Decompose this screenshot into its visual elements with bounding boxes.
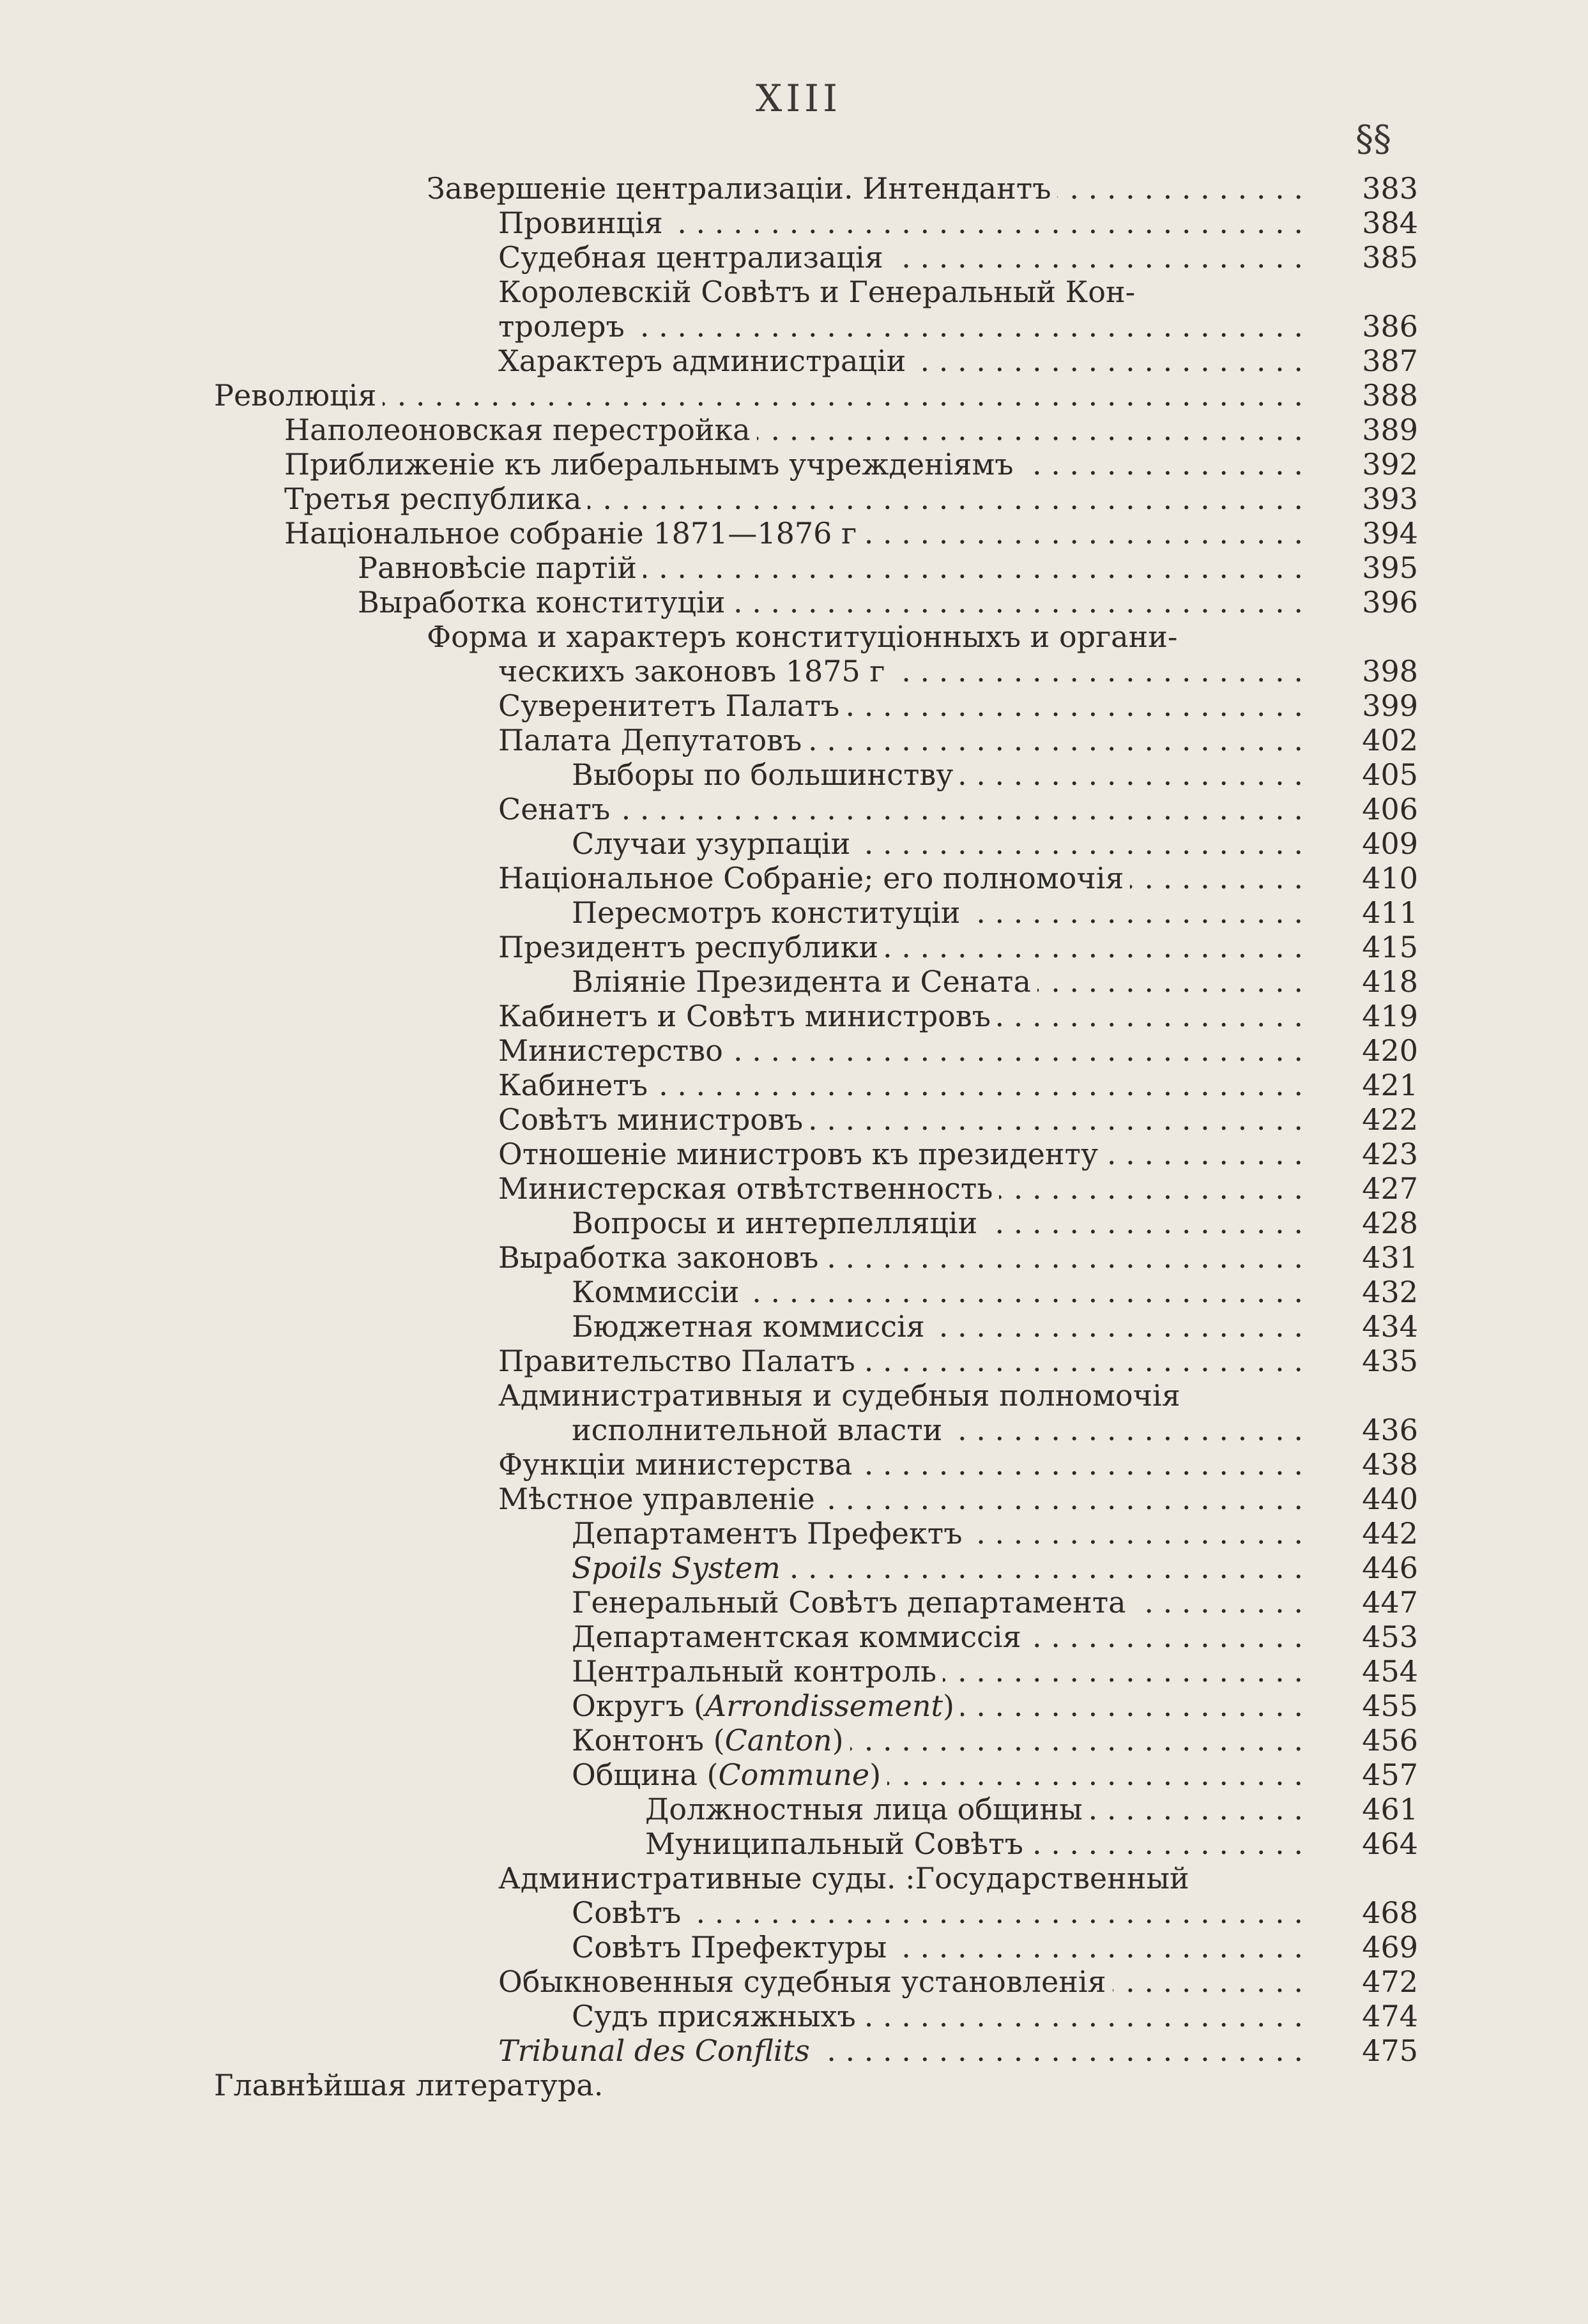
toc-row	[0, 1654, 1588, 1689]
toc-entry-title: Обыкновенныя судебныя установленія	[498, 1964, 1113, 1999]
toc-page-number: 453	[1362, 1620, 1418, 1654]
toc-row	[0, 2033, 1588, 2068]
toc-row	[0, 826, 1588, 861]
toc-row	[0, 930, 1588, 964]
toc-page-number: 385	[1362, 240, 1418, 275]
page-number: XIII	[755, 77, 842, 120]
toc-row	[0, 516, 1588, 551]
toc-page-number: 396	[1362, 585, 1418, 619]
toc-row	[0, 2068, 1588, 2102]
toc-entry-title: Національное Собраніе; его полномочія	[498, 861, 1130, 895]
toc-row	[0, 1482, 1588, 1516]
toc-row	[0, 1344, 1588, 1378]
toc-row	[0, 309, 1588, 344]
toc-entry-title: Кабинетъ и Совѣтъ министровъ	[498, 999, 997, 1033]
toc-row	[0, 723, 1588, 757]
toc-entry-title: Завершеніе централизаціи. Интендантъ	[427, 171, 1057, 206]
toc-page-number: 418	[1362, 964, 1418, 999]
toc-row	[0, 447, 1588, 482]
toc-entry-title: Третья республика	[284, 482, 588, 516]
toc-row	[0, 1827, 1588, 1861]
toc-row	[0, 378, 1588, 413]
toc-entry-title: Палата Депутатовъ	[498, 723, 808, 757]
toc-row	[0, 1551, 1588, 1585]
toc-row	[0, 1275, 1588, 1309]
toc-page-number: 405	[1362, 757, 1418, 792]
toc-entry-title: Должностныя лица общины	[645, 1792, 1089, 1827]
toc-row	[0, 895, 1588, 930]
toc-entry-title: Община (Commune)	[572, 1758, 887, 1792]
toc-row	[0, 1102, 1588, 1137]
toc-entry-title: Наполеоновская перестройка	[284, 413, 757, 447]
toc-row	[0, 1206, 1588, 1240]
toc-row	[0, 344, 1588, 378]
toc-entry-title: тролеръ	[498, 309, 631, 344]
toc-entry-title: Министерство	[498, 1033, 729, 1068]
toc-entry-title: Контонъ (Canton)	[572, 1723, 850, 1758]
toc-entry-title: Пересмотръ конституціи	[572, 895, 966, 930]
toc-page-number: 469	[1362, 1930, 1418, 1964]
toc-entry-title: Кабинетъ	[498, 1068, 654, 1102]
toc-row	[0, 1033, 1588, 1068]
toc-page-number: 395	[1362, 551, 1418, 585]
toc-entry-title: Приближеніе къ либеральнымъ учрежденіямъ	[284, 447, 1020, 482]
toc-page-number: 402	[1362, 723, 1418, 757]
toc-page-number: 472	[1362, 1964, 1418, 1999]
toc-page-number: 388	[1362, 378, 1418, 413]
toc-row	[0, 1378, 1588, 1413]
toc-entry-title: Форма и характеръ конституціонныхъ и органи-	[427, 619, 1184, 654]
toc-entry-title: Судебная централизація	[498, 240, 890, 275]
toc-page-number: 468	[1362, 1895, 1418, 1930]
toc-entry-title: Революція	[214, 378, 383, 413]
toc-page-number: 447	[1362, 1585, 1418, 1620]
toc-page-number: 383	[1362, 171, 1418, 206]
toc-entry-title: Судъ присяжныхъ	[572, 1999, 862, 2033]
toc-entry-title: Коммиссіи	[572, 1275, 745, 1309]
toc-page-number: 384	[1362, 206, 1418, 240]
toc-page-number: 446	[1362, 1551, 1418, 1585]
toc-row	[0, 171, 1588, 206]
toc-page-number: 419	[1362, 999, 1418, 1033]
toc-row	[0, 861, 1588, 895]
toc-page-number: 436	[1362, 1413, 1418, 1447]
toc-page-number: 427	[1362, 1171, 1418, 1206]
toc-page-number: 454	[1362, 1654, 1418, 1689]
toc-row	[0, 1068, 1588, 1102]
toc-row	[0, 551, 1588, 585]
toc-row	[0, 1137, 1588, 1171]
toc-entry-title: исполнительной власти	[572, 1413, 949, 1447]
toc-page-number: 455	[1362, 1689, 1418, 1723]
toc-row	[0, 619, 1588, 654]
toc-row	[0, 413, 1588, 447]
toc-page-number: 398	[1362, 654, 1418, 688]
toc-row	[0, 1723, 1588, 1758]
toc-row	[0, 1689, 1588, 1723]
toc-page-number: 406	[1362, 792, 1418, 826]
toc-entry-title: Національное собраніе 1871—1876 г	[284, 516, 863, 551]
toc-row	[0, 999, 1588, 1033]
toc-page-number: 474	[1362, 1999, 1418, 2033]
toc-entry-title: Выработка конституціи	[358, 585, 731, 619]
toc-row	[0, 1585, 1588, 1620]
toc-row	[0, 654, 1588, 688]
toc-entry-title: Вліяніе Президента и Сената	[572, 964, 1037, 999]
toc-page-number: 415	[1362, 930, 1418, 964]
toc-row	[0, 482, 1588, 516]
toc-row	[0, 792, 1588, 826]
toc-entry-title: Президентъ республики	[498, 930, 885, 964]
toc-row	[0, 1240, 1588, 1275]
toc-page-number: 410	[1362, 861, 1418, 895]
toc-entry-title: Совѣтъ Префектуры	[572, 1930, 893, 1964]
section-mark: §§	[1355, 118, 1391, 160]
toc-entry-title: Правительство Палатъ	[498, 1344, 862, 1378]
toc-row	[0, 1999, 1588, 2033]
toc-row	[0, 1861, 1588, 1895]
toc-entry-title: Совѣтъ министровъ	[498, 1102, 809, 1137]
toc-entry-title: Департаментская коммиссія	[572, 1620, 1028, 1654]
toc-entry-title: Совѣтъ	[572, 1895, 687, 1930]
toc-row	[0, 1792, 1588, 1827]
toc-row	[0, 1309, 1588, 1344]
toc-page-number: 475	[1362, 2033, 1418, 2068]
toc-entry-title: Равновѣсіе партій	[358, 551, 643, 585]
toc-page-number: 399	[1362, 688, 1418, 723]
toc-entry-title: Генеральный Совѣтъ департамента	[572, 1585, 1133, 1620]
toc-entry-title: Вопросы и интерпелляціи	[572, 1206, 984, 1240]
toc-entry-title: Главнѣйшая литература.	[214, 2068, 609, 2102]
toc-row	[0, 585, 1588, 619]
toc-page-number: 387	[1362, 344, 1418, 378]
toc-row	[0, 1620, 1588, 1654]
toc-entry-title: Департаментъ Префектъ	[572, 1516, 969, 1551]
toc-page-number: 456	[1362, 1723, 1418, 1758]
toc-row	[0, 240, 1588, 275]
toc-entry-title: Функціи министерства	[498, 1447, 859, 1482]
toc-page-number: 432	[1362, 1275, 1418, 1309]
toc-page-number: 393	[1362, 482, 1418, 516]
toc-page-number: 438	[1362, 1447, 1418, 1482]
toc-page-number: 431	[1362, 1240, 1418, 1275]
toc-entry-title: Муниципальный Совѣтъ	[645, 1827, 1030, 1861]
toc-entry-title: Сенатъ	[498, 792, 616, 826]
toc-page-number: 409	[1362, 826, 1418, 861]
toc-page-number: 423	[1362, 1137, 1418, 1171]
toc-page-number: 421	[1362, 1068, 1418, 1102]
toc-page-number: 411	[1362, 895, 1418, 930]
toc-page-number: 389	[1362, 413, 1418, 447]
toc-page-number: 464	[1362, 1827, 1418, 1861]
toc-row	[0, 1895, 1588, 1930]
toc-entry-title: Выборы по большинству	[572, 757, 959, 792]
toc-row	[0, 206, 1588, 240]
toc-page-number: 392	[1362, 447, 1418, 482]
toc-row	[0, 688, 1588, 723]
toc-row	[0, 757, 1588, 792]
toc-page-number: 435	[1362, 1344, 1418, 1378]
toc-entry-title: Spoils System	[572, 1551, 787, 1585]
toc-row	[0, 1930, 1588, 1964]
toc-entry-title: Округъ (Arrondissement)	[572, 1689, 961, 1723]
toc-row	[0, 1758, 1588, 1792]
toc-row	[0, 1964, 1588, 1999]
toc-page-number: 420	[1362, 1033, 1418, 1068]
toc-entry-title: Мѣстное управленіе	[498, 1482, 821, 1516]
toc-page-number: 386	[1362, 309, 1418, 344]
toc-entry-title: Центральный контроль	[572, 1654, 943, 1689]
toc-entry-title: Характеръ администраціи	[498, 344, 912, 378]
toc-row	[0, 1413, 1588, 1447]
toc-entry-title: Бюджетная коммиссія	[572, 1309, 931, 1344]
toc-page-number: 457	[1362, 1758, 1418, 1792]
toc-row	[0, 1447, 1588, 1482]
toc-page-number: 394	[1362, 516, 1418, 551]
toc-entry-title: Суверенитетъ Палатъ	[498, 688, 846, 723]
toc-entry-title: Королевскій Совѣтъ и Генеральный Кон-	[498, 275, 1141, 309]
toc-page-number: 422	[1362, 1102, 1418, 1137]
toc-entry-title: Tribunal des Conflits	[498, 2033, 816, 2068]
toc-page-number: 434	[1362, 1309, 1418, 1344]
toc-page-number: 442	[1362, 1516, 1418, 1551]
toc-row	[0, 1171, 1588, 1206]
toc-row	[0, 1516, 1588, 1551]
toc-row	[0, 964, 1588, 999]
toc-page-number: 428	[1362, 1206, 1418, 1240]
toc-entry-title: Выработка законовъ	[498, 1240, 825, 1275]
toc-entry-title: Административные суды. :Государственный	[498, 1861, 1196, 1895]
toc-page-number: 440	[1362, 1482, 1418, 1516]
toc-entry-title: Министерская отвѣтственность	[498, 1171, 999, 1206]
toc-entry-title: Случаи узурпаціи	[572, 826, 857, 861]
toc-page-number: 461	[1362, 1792, 1418, 1827]
toc-entry-title: ческихъ законовъ 1875 г	[498, 654, 892, 688]
toc-row	[0, 275, 1588, 309]
toc-entry-title: Отношеніе министровъ къ президенту	[498, 1137, 1104, 1171]
toc-entry-title: Административныя и судебныя полномочія	[498, 1378, 1187, 1413]
toc-entry-title: Провинція	[498, 206, 669, 240]
